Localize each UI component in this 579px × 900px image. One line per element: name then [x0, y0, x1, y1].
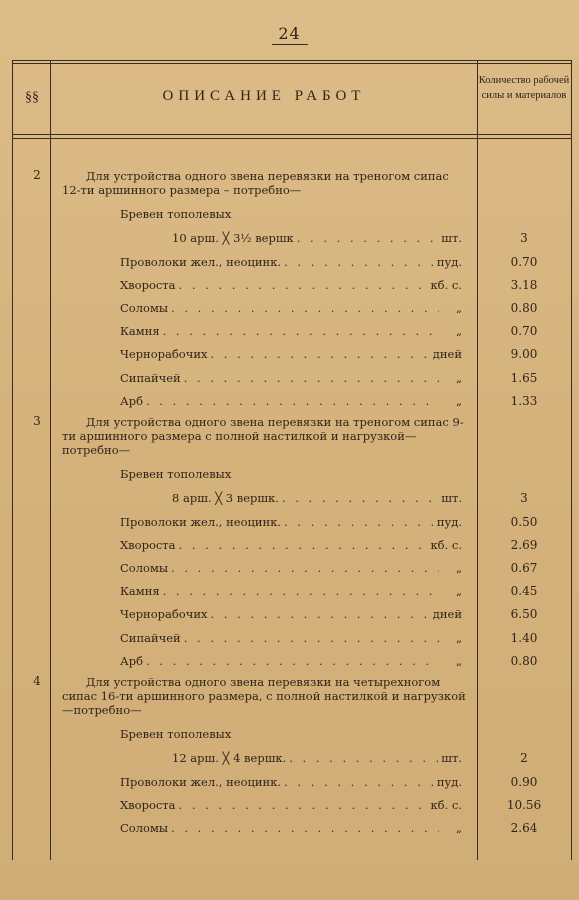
- material-row: [120, 347, 462, 361]
- row-value: 3: [520, 231, 528, 245]
- row-label: Арб: [120, 394, 143, 408]
- material-row: [120, 538, 462, 552]
- row-unit: „: [456, 301, 462, 315]
- row-label: Чернорабочих: [120, 607, 208, 621]
- description-column-header: ОПИСАНИЕ РАБОТ: [162, 88, 366, 104]
- material-row: [120, 607, 462, 621]
- row-label: Сипайчей: [120, 371, 181, 385]
- row-label: Камня: [120, 324, 160, 338]
- row-unit: „: [456, 654, 462, 668]
- row-unit: „: [456, 584, 462, 598]
- quantity-column-header: Количество рабочей силы и материалов: [478, 75, 570, 101]
- row-value: 3.18: [510, 278, 538, 292]
- row-label: Сипайчей: [120, 631, 181, 645]
- row-label: Соломы: [120, 821, 169, 835]
- row-unit: шт.: [441, 231, 462, 245]
- material-row: [120, 798, 462, 812]
- row-label: Хвороста: [120, 538, 176, 552]
- section-description: Для устройства одного звена перевязки на треногом сипас 12-ти аршинного размера – потребно—: [62, 169, 449, 197]
- row-value: 0.67: [510, 561, 538, 575]
- row-unit: шт.: [441, 491, 462, 505]
- material-row: [172, 491, 462, 505]
- row-value: 1.65: [510, 371, 538, 385]
- material-row: [120, 301, 462, 315]
- material-row: [120, 654, 462, 668]
- row-label: 8 арш. ╳ 3 вершк.: [172, 491, 279, 505]
- material-row: [120, 515, 462, 529]
- material-row: [172, 231, 462, 245]
- row-label: Проволоки жел., неоцинк.: [120, 255, 282, 269]
- table-top-border-inner: [12, 63, 572, 64]
- header-bottom-border: [12, 134, 572, 135]
- row-value: 0.70: [510, 324, 538, 338]
- material-row: [172, 751, 462, 765]
- row-value: 0.90: [510, 775, 538, 789]
- section-column-header: §§: [25, 90, 39, 105]
- row-value: 1.33: [510, 394, 538, 408]
- section-number: 3: [33, 414, 41, 428]
- row-unit: „: [456, 371, 462, 385]
- logs-label: Бревен тополевых: [120, 207, 232, 221]
- section-number: 2: [33, 168, 41, 182]
- row-unit: „: [456, 821, 462, 835]
- row-label: Арб: [120, 654, 143, 668]
- material-row: [120, 775, 462, 789]
- header-bottom-border-inner: [12, 138, 572, 139]
- row-value: 0.70: [510, 255, 538, 269]
- row-unit: „: [456, 324, 462, 338]
- section-description: Для устройства одного звена перевязки на четырехногом сипас 16-ти аршинного размера, с полной настилкой и нагрузкой—потребно—: [62, 675, 466, 717]
- material-row: [120, 394, 462, 408]
- row-value: 0.80: [510, 654, 538, 668]
- right-border: [571, 60, 572, 860]
- row-unit: дней: [432, 607, 462, 621]
- material-row: [120, 584, 462, 598]
- logs-label: Бревен тополевых: [120, 727, 232, 741]
- row-unit: пуд.: [436, 255, 462, 269]
- row-value: 2.64: [510, 821, 538, 835]
- row-label: Соломы: [120, 561, 169, 575]
- table-top-border: [12, 60, 572, 61]
- row-label: Хвороста: [120, 798, 176, 812]
- row-unit: кб. с.: [430, 798, 462, 812]
- row-label: Проволоки жел., неоцинк.: [120, 775, 282, 789]
- row-label: Проволоки жел., неоцинк.: [120, 515, 282, 529]
- left-border: [12, 60, 13, 860]
- row-unit: кб. с.: [430, 538, 462, 552]
- material-row: [120, 324, 462, 338]
- row-value: 9.00: [510, 347, 538, 361]
- row-label: 10 арш. ╳ 3½ вершк: [172, 231, 294, 245]
- material-row: [120, 371, 462, 385]
- page-number: 24: [278, 24, 301, 43]
- row-label: 12 арш. ╳ 4 вершк.: [172, 751, 287, 765]
- row-value: 10.56: [506, 798, 542, 812]
- section-number: 4: [33, 674, 41, 688]
- row-unit: „: [456, 561, 462, 575]
- row-value: 0.50: [510, 515, 538, 529]
- row-label: Камня: [120, 584, 160, 598]
- material-row: [120, 278, 462, 292]
- row-value: 0.80: [510, 301, 538, 315]
- row-unit: „: [456, 631, 462, 645]
- material-row: [120, 821, 462, 835]
- row-label: Соломы: [120, 301, 169, 315]
- row-label: Хвороста: [120, 278, 176, 292]
- row-unit: дней: [432, 347, 462, 361]
- section-description: Для устройства одного звена перевязки на треногом сипас 9-ти аршинного размера с полной настилкой и нагрузкой—потребно—: [62, 415, 464, 457]
- material-row: [120, 255, 462, 269]
- row-value: 1.40: [510, 631, 538, 645]
- quantity-column-divider: [477, 60, 478, 860]
- row-value: 2.69: [510, 538, 538, 552]
- row-unit: шт.: [441, 751, 462, 765]
- row-unit: кб. с.: [430, 278, 462, 292]
- row-unit: пуд.: [436, 515, 462, 529]
- logs-label: Бревен тополевых: [120, 467, 232, 481]
- material-row: [120, 631, 462, 645]
- material-row: [120, 561, 462, 575]
- row-value: 6.50: [510, 607, 538, 621]
- row-value: 2: [520, 751, 528, 765]
- row-value: 0.45: [510, 584, 538, 598]
- row-unit: „: [456, 394, 462, 408]
- page-number-underline: [272, 44, 308, 45]
- row-unit: пуд.: [436, 775, 462, 789]
- row-value: 3: [520, 491, 528, 505]
- row-label: Чернорабочих: [120, 347, 208, 361]
